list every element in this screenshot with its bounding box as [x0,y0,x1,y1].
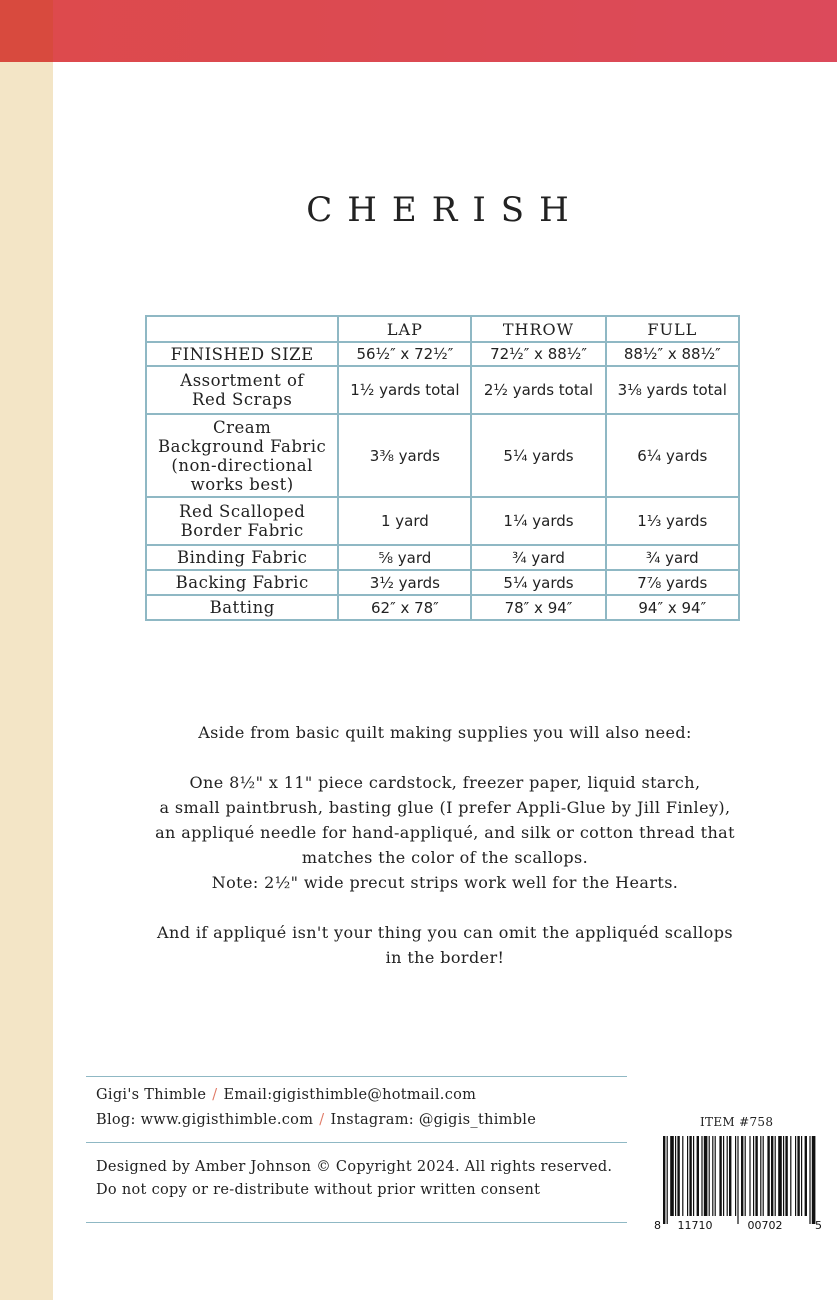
row-label [146,497,338,545]
lap-value: 1½ yards total [338,366,471,414]
divider-line [86,1076,627,1077]
barcode-bar [783,1136,784,1216]
throw-value: 2½ yards total [471,366,605,414]
copyright-notice [96,1156,612,1202]
item-number: ITEM #758 [700,1115,774,1129]
barcode-bar [771,1136,773,1216]
barcode-bar [687,1136,688,1216]
barcode-bar [785,1136,787,1216]
lap-value: 3½ yards [338,570,471,595]
instagram-link[interactable]: Instagram: @gigis_thimble [330,1112,537,1128]
supplies-line: matches the color of the scallops. [301,848,589,867]
full-value: 6¼ yards [606,414,739,497]
barcode-bar [778,1136,782,1216]
full-value: ¾ yard [606,545,739,570]
row-label: FINISHED SIZE [146,342,338,366]
barcode-bar [763,1136,764,1216]
table-row-scalloped-border [146,497,739,545]
barcode-bar [727,1136,728,1216]
left-cream-strip [0,0,53,1300]
row-label [146,414,338,497]
supplies-closing: in the border! [385,948,505,967]
table-row-cream-background [146,414,739,497]
barcode-icon [653,1136,823,1231]
header-lap: LAP [338,316,471,342]
barcode-bar [719,1136,721,1216]
barcode-bar [760,1136,761,1216]
top-color-band [0,0,837,62]
separator: / [212,1087,218,1103]
throw-value: 1¼ yards [471,497,605,545]
barcode-bar [735,1136,736,1216]
divider-line [86,1142,627,1143]
throw-value: 72½″ x 88½″ [471,342,605,366]
pattern-title: CHERISH [306,190,584,230]
table-row-binding [146,545,739,570]
lap-value: 56½″ x 72½″ [338,342,471,366]
barcode-bar [741,1136,743,1216]
supplies-line: an appliqué needle for hand-appliqué, and silk or cotton thread that [155,823,735,842]
label-line: Red Scalloped [179,502,306,521]
throw-value: 78″ x 94″ [471,595,605,620]
row-label: Backing Fabric [146,570,338,595]
barcode-bar [715,1136,716,1216]
barcode-digit: 8 [654,1219,661,1231]
table-row-red-scraps [146,366,739,414]
barcode-bar [809,1136,810,1224]
barcode-bar [749,1136,750,1216]
label-line: Border Fabric [180,521,304,540]
barcode-bar [670,1136,674,1216]
blog-link[interactable]: Blog: www.gigisthimble.com [96,1112,314,1128]
label-line: Background Fabric [158,436,327,456]
copyright-line: Do not copy or re-distribute without prior written consent [96,1182,541,1198]
full-value: 88½″ x 88½″ [606,342,739,366]
barcode-bar [693,1136,694,1216]
barcode-bar [753,1136,754,1216]
barcode-bar [712,1136,713,1216]
separator: / [319,1112,325,1128]
barcode-digit: 5 [815,1219,822,1231]
barcode-bar [755,1136,757,1216]
lap-value: 3⅜ yards [338,414,471,497]
barcode-digit: 11710 [677,1219,713,1231]
contact-line-1 [96,1087,476,1103]
barcode-bar [675,1136,676,1216]
label-line: Red Scraps [192,390,293,409]
barcode-bar [689,1136,691,1216]
barcode-bar [795,1136,796,1216]
row-label [146,366,338,414]
email-link[interactable]: Email:gigisthimble@hotmail.com [223,1087,477,1103]
divider-line [86,1222,627,1223]
barcode-bar [677,1136,679,1216]
barcode-bar [697,1136,699,1216]
barcode-bar [745,1136,746,1216]
barcode-bar [775,1136,776,1216]
barcode-bar [701,1136,702,1216]
barcode-bar [704,1136,708,1216]
lap-value: ⅝ yard [338,545,471,570]
barcode-bar [805,1136,807,1216]
row-label: Batting [146,595,338,620]
barcode-bar [663,1136,665,1224]
table-row-batting [146,595,739,620]
supplies-closing: And if appliqué isn't your thing you can omit the appliquéd scallops [157,923,733,942]
barcode-digit: 00702 [747,1219,783,1231]
brand-name: Gigi's Thimble [96,1087,207,1103]
lap-value: 1 yard [338,497,471,545]
barcode-bar [729,1136,731,1216]
lap-value: 62″ x 78″ [338,595,471,620]
barcode-bar [737,1136,738,1224]
supplies-intro: Aside from basic quilt making supplies you will also need: [198,723,692,742]
copyright-line: Designed by Amber Johnson © Copyright 2024. All rights reserved. [96,1159,613,1175]
table-row-backing [146,570,739,595]
barcode-bar [812,1136,816,1224]
table-header-row [146,316,739,342]
barcode-bar [790,1136,791,1216]
full-value: 94″ x 94″ [606,595,739,620]
supplies-note: Note: 2½" wide precut strips work well for the Hearts. [211,873,679,892]
table-row-finished-size [146,342,739,366]
throw-value: ¾ yard [471,545,605,570]
barcode-bar [709,1136,710,1216]
label-line: Assortment of [180,371,305,390]
full-value: 3⅛ yards total [606,366,739,414]
supplies-line: One 8½" x 11" piece cardstock, freezer paper, liquid starch, [189,773,701,792]
label-line: Cream [213,417,272,437]
header-throw: THROW [471,316,605,342]
throw-value: 5¼ yards [471,570,605,595]
top-band-corner [0,0,53,62]
full-value: 1⅓ yards [606,497,739,545]
barcode-bar [667,1136,668,1224]
barcode-bar [767,1136,769,1216]
supplies-section [53,720,837,970]
barcode-bar [723,1136,724,1216]
contact-line-2 [96,1112,536,1128]
throw-value: 5¼ yards [471,414,605,497]
fabric-requirements-table [145,315,740,621]
supplies-line: a small paintbrush, basting glue (I prefer Appli-Glue by Jill Finley), [159,798,731,817]
row-label: Binding Fabric [146,545,338,570]
full-value: 7⅞ yards [606,570,739,595]
barcode-bar [801,1136,802,1216]
barcode-bar [682,1136,683,1216]
label-line: works best) [190,474,294,494]
header-blank [146,316,338,342]
barcode-bar [797,1136,799,1216]
header-full: FULL [606,316,739,342]
label-line: (non-directional [171,455,313,475]
